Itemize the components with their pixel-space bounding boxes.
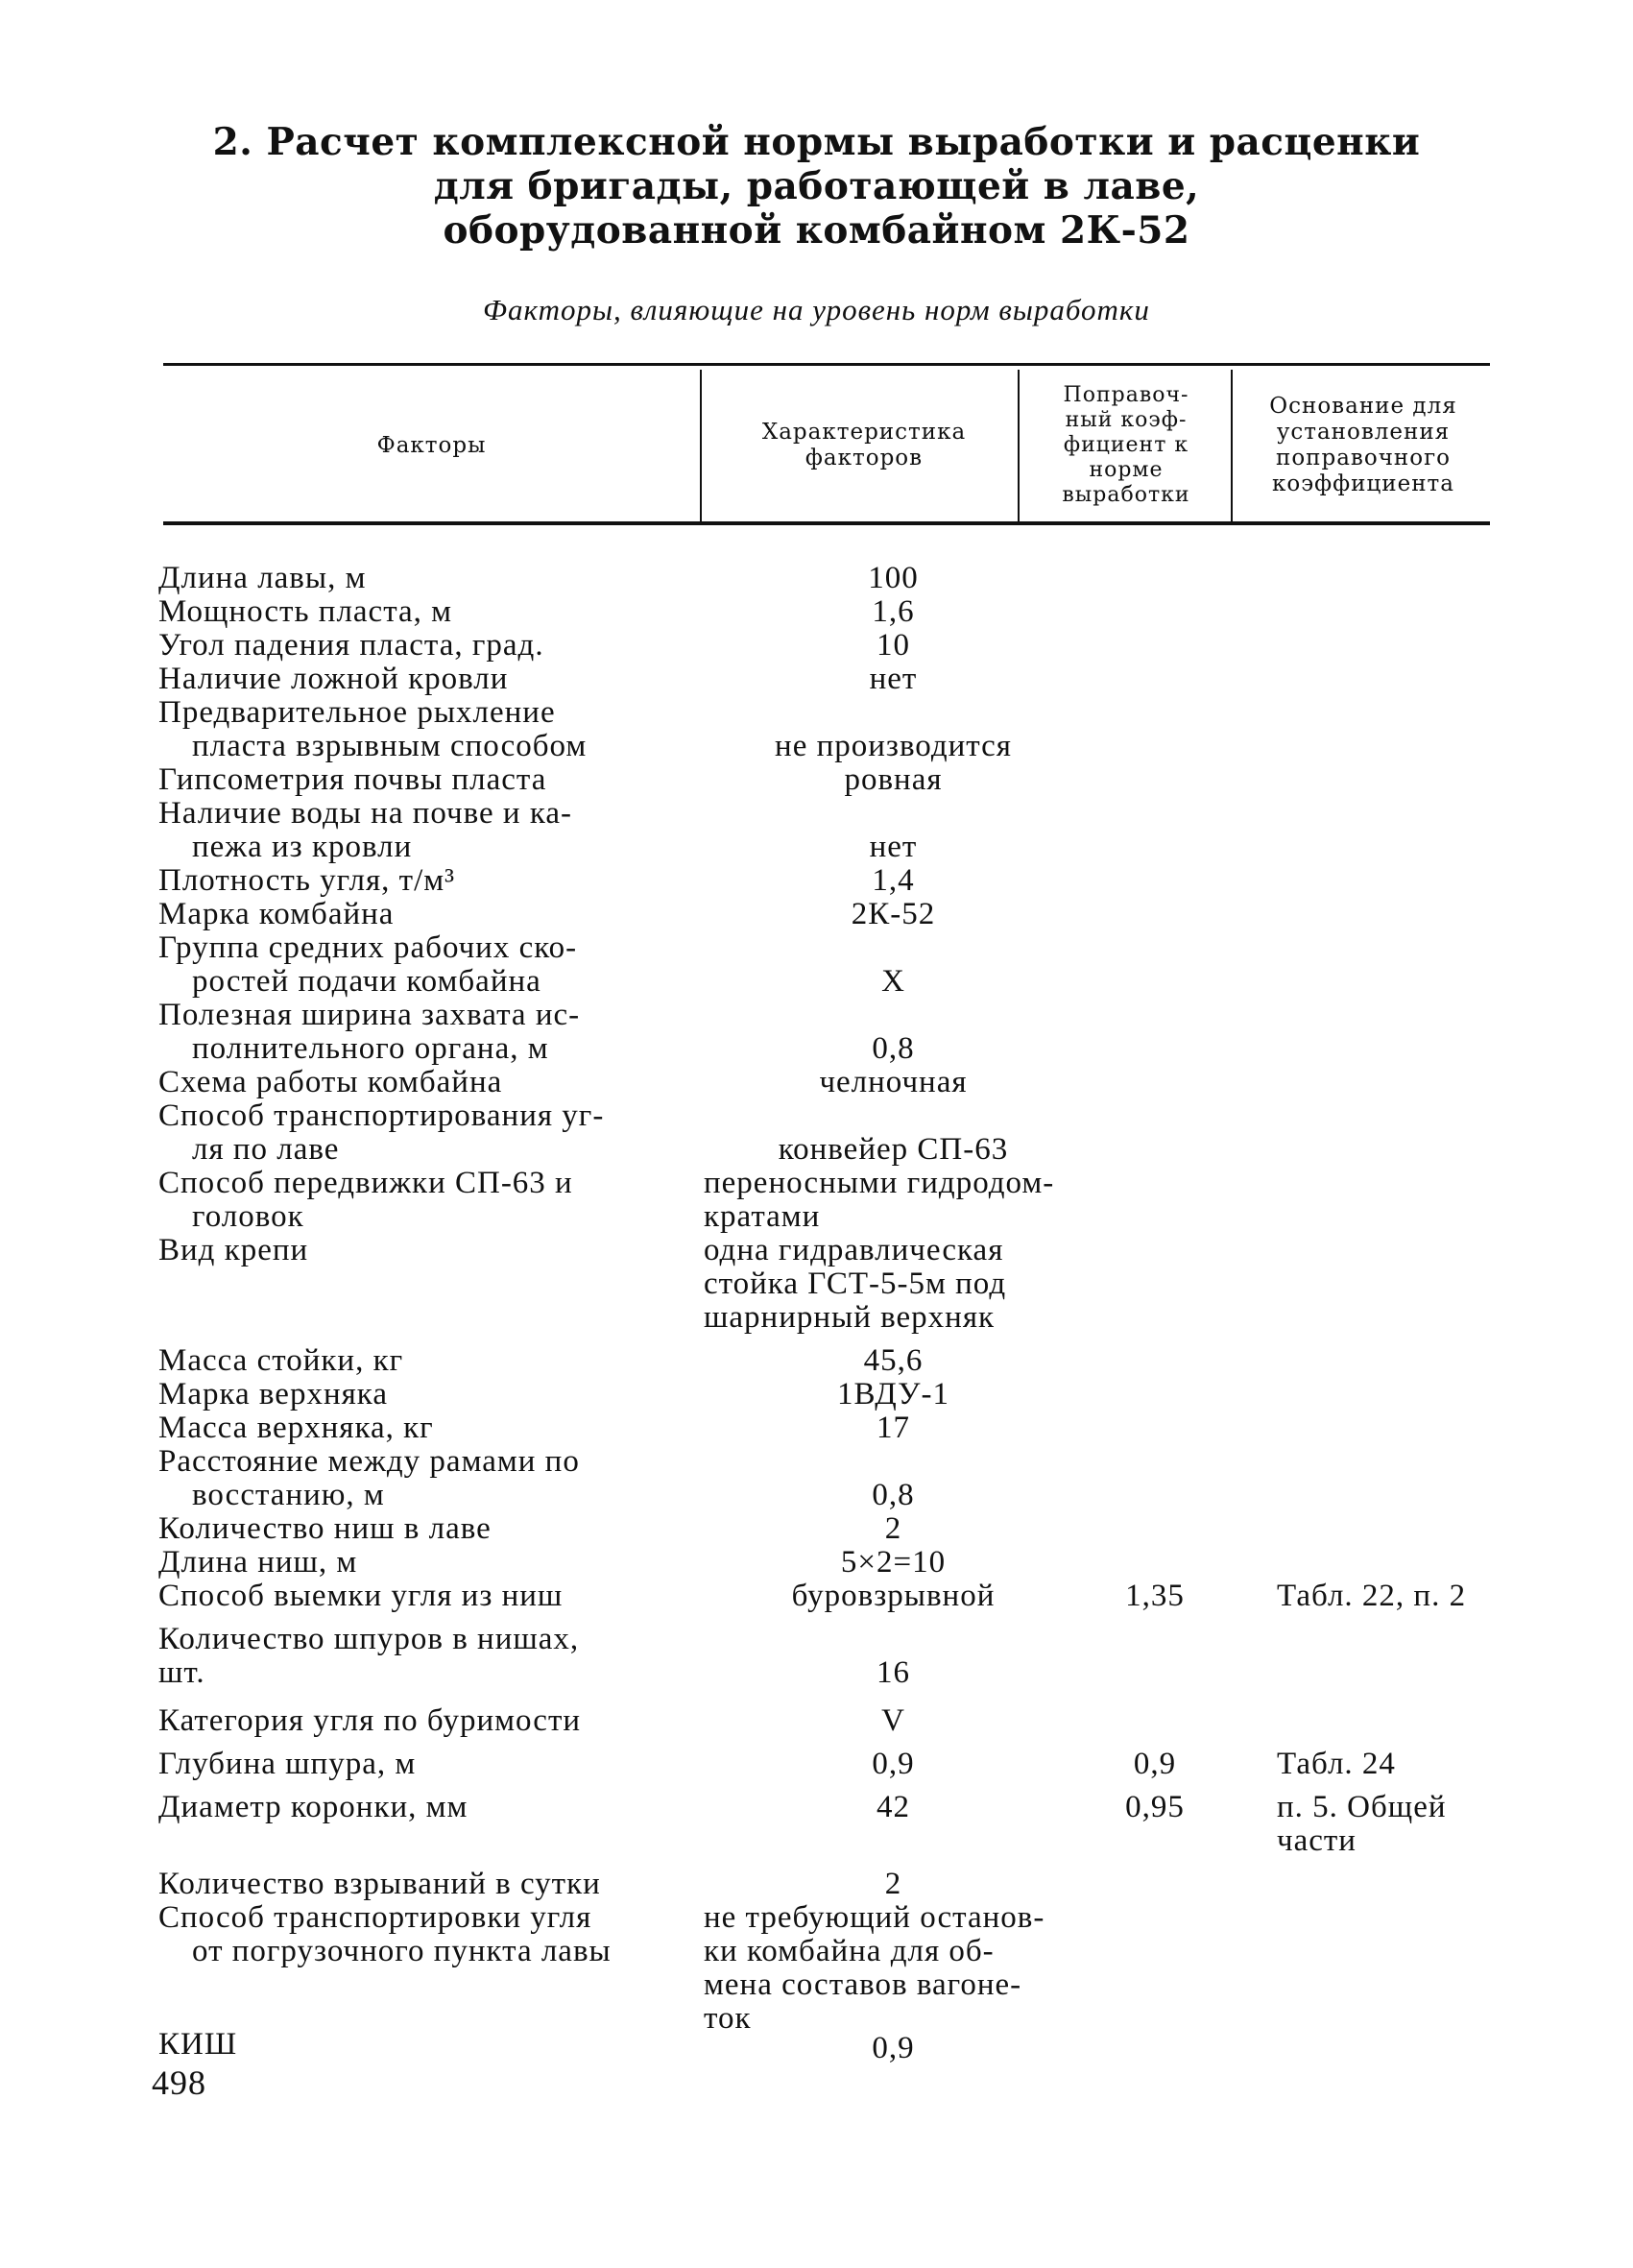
factor-cell: Масса верхняка, кг [158, 1411, 434, 1445]
factor-line: пежа из кровли [192, 830, 413, 864]
characteristic-line: переносными гидродом- [704, 1166, 1055, 1200]
basis-cell [1277, 1791, 1498, 1858]
factor-cell [158, 1623, 677, 1690]
factor-line: полнительного органа, м [192, 1031, 549, 1066]
characteristic-cell: 0,9 [872, 2031, 915, 2065]
characteristic-line: одна гидравлическая [704, 1233, 1004, 1267]
characteristic-cell [704, 1167, 1083, 1234]
factor-line: Группа средних рабочих ско- [158, 930, 578, 965]
factor-cell: Плотность угля, т/м³ [158, 863, 456, 898]
characteristic-cell: нет [869, 830, 918, 864]
header-divider-2 [1018, 370, 1020, 521]
characteristic-cell: 0,8 [872, 1031, 915, 1066]
title-line-2: для бригады, работающей в лаве, [433, 164, 1200, 208]
factor-cell [158, 931, 677, 999]
table-subtitle: Факторы, влияющие на уровень норм выработки [483, 293, 1150, 326]
factor-line: ростей подачи комбайна [192, 964, 541, 999]
factor-cell: Глубина шпура, м [158, 1747, 417, 1781]
characteristic-cell: конвейер СП-63 [778, 1132, 1009, 1167]
section-title [0, 120, 1633, 253]
characteristic-cell: челночная [819, 1065, 968, 1099]
factor-cell [158, 1167, 677, 1234]
factor-cell: Марка верхняка [158, 1377, 388, 1411]
characteristic-cell: 1,6 [872, 594, 915, 629]
page-number: 498 [152, 2063, 206, 2102]
factor-cell: Длина лавы, м [158, 561, 367, 595]
characteristic-line: стойка ГСТ-5-5м под [704, 1267, 1007, 1301]
characteristic-cell: V [881, 1703, 905, 1738]
title-line-1: 2. Расчет комплексной нормы выработки и расценки [212, 120, 1421, 164]
characteristic-cell: нет [869, 662, 918, 696]
header-divider-3 [1231, 370, 1233, 521]
factor-cell: Масса стойки, кг [158, 1343, 404, 1378]
factor-line: шт. [158, 1655, 205, 1690]
factor-cell [158, 1099, 677, 1167]
characteristic-cell: 2 [884, 1867, 902, 1901]
characteristic-cell: 0,9 [872, 1747, 915, 1781]
factor-cell: Схема работы комбайна [158, 1065, 503, 1099]
factor-cell: Количество ниш в лаве [158, 1511, 492, 1546]
characteristic-cell: 2 [884, 1511, 902, 1546]
factor-line: Расстояние между рамами по [158, 1444, 580, 1479]
factor-cell: Способ выемки угля из ниш [158, 1579, 564, 1613]
factor-cell [158, 1901, 677, 1968]
characteristic-line: мена составов вагоне- [704, 1967, 1022, 2002]
factor-cell: Марка комбайна [158, 897, 395, 931]
header-factors: Факторы [376, 432, 487, 458]
characteristic-cell: буровзрывной [791, 1579, 996, 1613]
factor-line: пласта взрывным способом [192, 729, 588, 763]
header-divider-1 [700, 370, 702, 521]
header-coefficient: Поправоч-ный коэф-фициент к норме выработки [1062, 383, 1190, 507]
characteristic-cell: ровная [844, 762, 943, 797]
factor-cell [158, 696, 677, 763]
basis-line: части [1277, 1823, 1357, 1858]
factor-line: от погрузочного пункта лавы [192, 1934, 612, 1968]
characteristic-cell: 1,4 [872, 863, 915, 898]
characteristic-cell: 2К-52 [851, 897, 936, 931]
characteristic-cell: X [881, 964, 905, 999]
characteristic-cell: 17 [877, 1411, 910, 1445]
factor-cell [158, 797, 677, 864]
factor-cell: Гипсометрия почвы пласта [158, 762, 547, 797]
factor-cell: Диаметр коронки, мм [158, 1790, 468, 1824]
factor-line: Способ транспортирования уг- [158, 1098, 605, 1133]
factor-cell: КИШ [158, 2027, 238, 2062]
characteristic-cell: 42 [877, 1790, 910, 1824]
factor-line: Способ передвижки СП-63 и [158, 1166, 573, 1200]
basis-cell: Табл. 22, п. 2 [1277, 1579, 1467, 1613]
factor-cell: Длина ниш, м [158, 1545, 358, 1580]
characteristic-cell: 0,8 [872, 1478, 915, 1512]
factor-cell [158, 999, 677, 1066]
factor-line: Количество шпуров в нишах, [158, 1622, 580, 1656]
characteristic-cell: 45,6 [863, 1343, 924, 1378]
coefficient-cell: 0,9 [1133, 1747, 1177, 1781]
factor-cell: Количество взрываний в сутки [158, 1867, 601, 1901]
basis-cell: Табл. 24 [1277, 1747, 1396, 1781]
title-line-3: оборудованной комбайном 2К-52 [443, 208, 1190, 253]
coefficient-cell: 1,35 [1125, 1579, 1185, 1613]
characteristic-line: кратами [704, 1199, 821, 1234]
characteristic-line: ки комбайна для об- [704, 1934, 995, 1968]
factor-cell: Вид крепи [158, 1233, 309, 1267]
factor-line: Предварительное рыхление [158, 695, 556, 730]
characteristic-cell: 16 [877, 1655, 910, 1690]
factor-line: Полезная ширина захвата ис- [158, 998, 581, 1032]
header-bottom-rule [163, 521, 1490, 525]
characteristic-line: ток [704, 2001, 752, 2036]
characteristic-cell: 5×2=10 [840, 1545, 947, 1580]
characteristic-cell: 1ВДУ-1 [836, 1377, 950, 1411]
factor-line: восстанию, м [192, 1478, 385, 1512]
characteristic-cell: не производится [775, 729, 1012, 763]
factor-cell: Категория угля по буримости [158, 1703, 582, 1738]
factor-cell: Мощность пласта, м [158, 594, 453, 629]
characteristic-cell: 10 [877, 628, 910, 663]
characteristic-cell [704, 1234, 1083, 1335]
characteristic-line: не требующий останов- [704, 1900, 1045, 1935]
factor-line: ля по лаве [192, 1132, 340, 1167]
characteristic-cell [704, 1901, 1083, 2036]
factor-cell [158, 1445, 677, 1512]
factor-cell: Угол падения пласта, град. [158, 628, 544, 663]
characteristic-line: шарнирный верхняк [704, 1300, 996, 1335]
header-basis: Основание для установления поправочного коэффициента [1269, 394, 1457, 496]
header-characteristic: Характеристика факторов [761, 420, 967, 470]
characteristic-cell: 100 [868, 561, 919, 595]
coefficient-cell: 0,95 [1125, 1790, 1185, 1824]
factor-line: головок [192, 1199, 304, 1234]
factor-line: Способ транспортировки угля [158, 1900, 592, 1935]
factor-line: Наличие воды на почве и ка- [158, 796, 572, 831]
factor-cell: Наличие ложной кровли [158, 662, 509, 696]
header-top-rule [163, 363, 1490, 366]
basis-line: п. 5. Общей [1277, 1790, 1447, 1824]
